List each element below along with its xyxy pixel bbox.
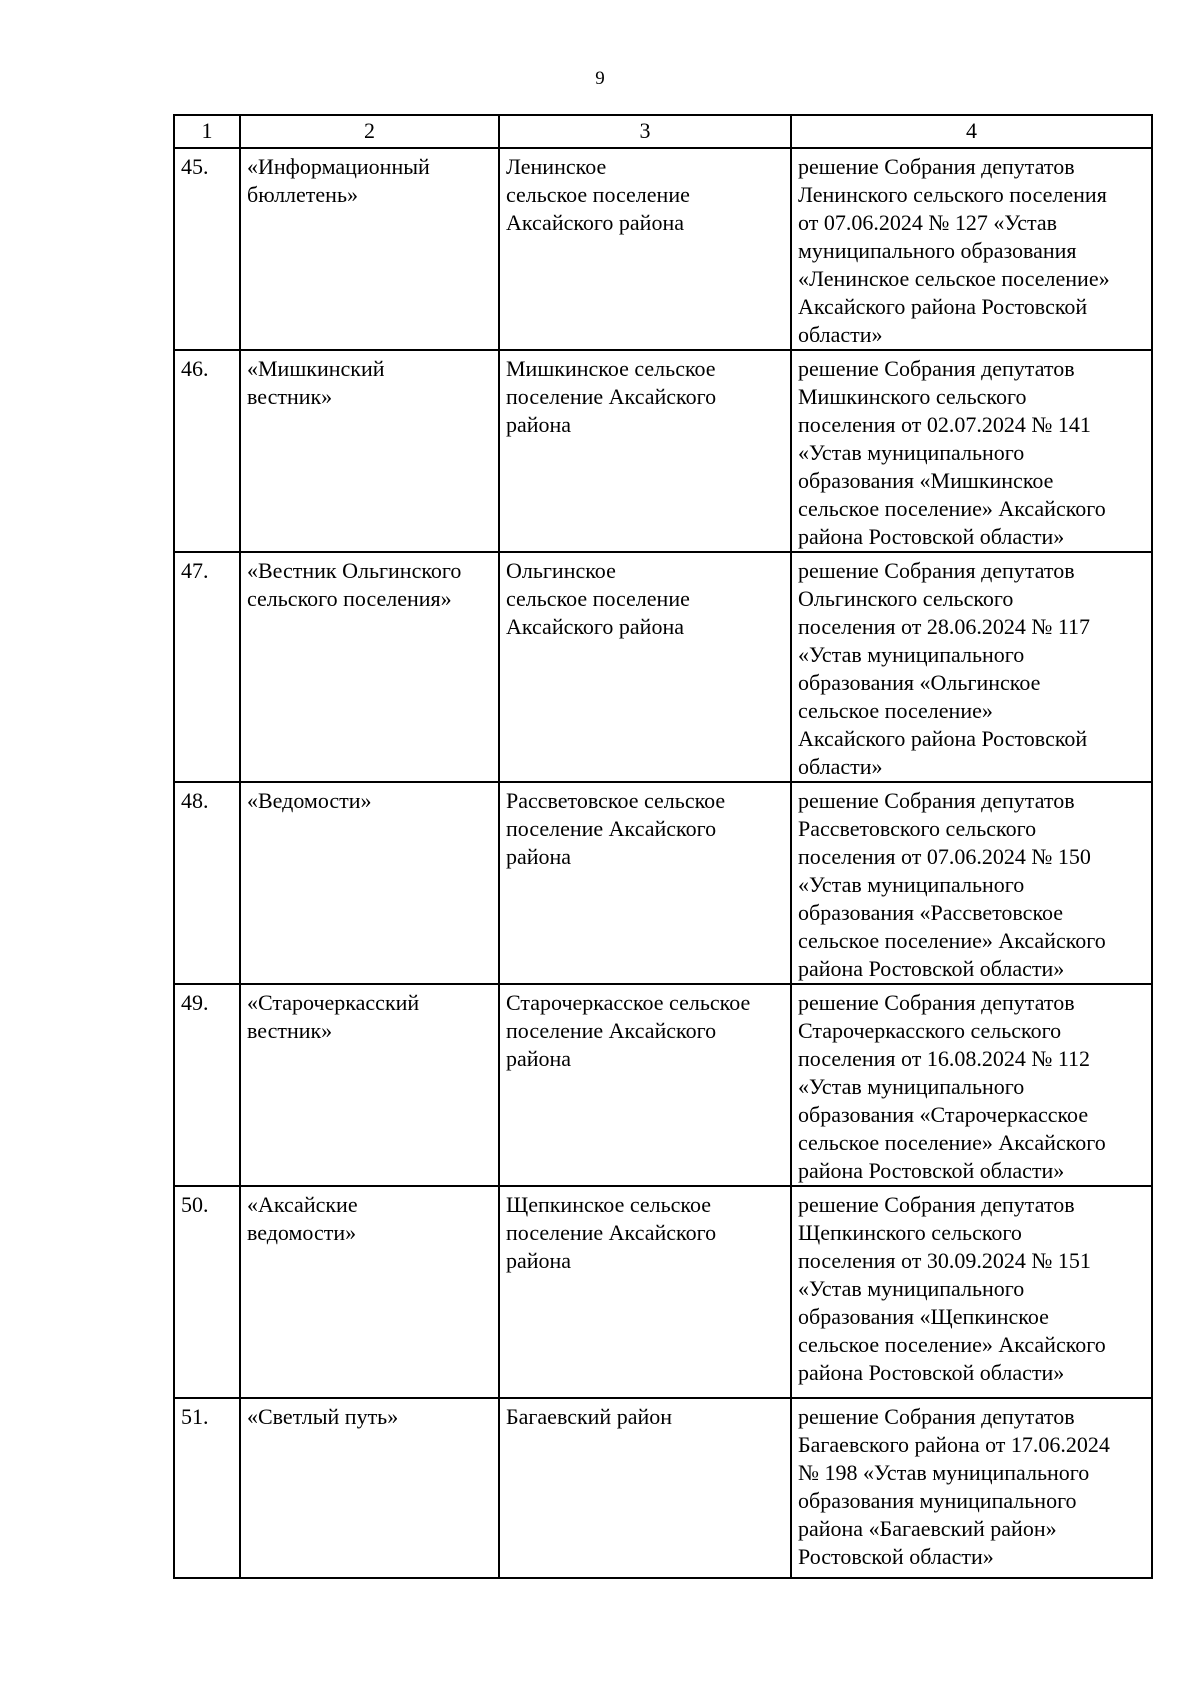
- table-row: [174, 350, 1152, 552]
- publication-name: «Вестник Ольгинского сельского поселения»: [240, 552, 499, 782]
- decision-text: решение Собрания депутатов Рассветовского сельского поселения от 07.06.2024 № 150 «Устав муниципального образования «Рассветовское сельское поселение» Аксайского района Ростовской области»: [791, 782, 1152, 984]
- decision-text: решение Собрания депутатов Щепкинского сельского поселения от 30.09.2024 № 151 «Устав муниципального образования «Щепкинское сельское поселение» Аксайского района Ростовской области»: [791, 1186, 1152, 1398]
- header-cell-1: 1: [174, 115, 240, 148]
- settlement-name: Багаевский район: [499, 1398, 791, 1578]
- decision-text: решение Собрания депутатов Ленинского сельского поселения от 07.06.2024 № 127 «Устав муниципального образования «Ленинское сельское поселение» Аксайского района Ростовской области»: [791, 148, 1152, 350]
- header-cell-3: 3: [499, 115, 791, 148]
- row-number: 45.: [174, 148, 240, 350]
- publication-name: «Мишкинский вестник»: [240, 350, 499, 552]
- registry-table: [173, 114, 1153, 1579]
- row-number: 47.: [174, 552, 240, 782]
- row-number: 50.: [174, 1186, 240, 1398]
- publication-name: «Аксайские ведомости»: [240, 1186, 499, 1398]
- settlement-name: Ольгинское сельское поселение Аксайского района: [499, 552, 791, 782]
- decision-text: решение Собрания депутатов Багаевского района от 17.06.2024 № 198 «Устав муниципального образования муниципального района «Багаевский район» Ростовской области»: [791, 1398, 1152, 1578]
- settlement-name: Рассветовское сельское поселение Аксайского района: [499, 782, 791, 984]
- row-number: 51.: [174, 1398, 240, 1578]
- table-row: [174, 552, 1152, 782]
- table-header-row: [174, 115, 1152, 148]
- table-row: [174, 148, 1152, 350]
- settlement-name: Мишкинское сельское поселение Аксайского района: [499, 350, 791, 552]
- row-number: 46.: [174, 350, 240, 552]
- table-row: [174, 782, 1152, 984]
- table-row: [174, 1186, 1152, 1398]
- header-cell-2: 2: [240, 115, 499, 148]
- settlement-name: Старочеркасское сельское поселение Аксайского района: [499, 984, 791, 1186]
- settlement-name: Щепкинское сельское поселение Аксайского района: [499, 1186, 791, 1398]
- publication-name: «Старочеркасский вестник»: [240, 984, 499, 1186]
- publication-name: «Информационный бюллетень»: [240, 148, 499, 350]
- settlement-name: Ленинское сельское поселение Аксайского района: [499, 148, 791, 350]
- page-number: 9: [595, 68, 605, 89]
- publication-name: «Ведомости»: [240, 782, 499, 984]
- table-row: [174, 1398, 1152, 1578]
- row-number: 49.: [174, 984, 240, 1186]
- publication-name: «Светлый путь»: [240, 1398, 499, 1578]
- header-cell-4: 4: [791, 115, 1152, 148]
- decision-text: решение Собрания депутатов Мишкинского сельского поселения от 02.07.2024 № 141 «Устав муниципального образования «Мишкинское сельское поселение» Аксайского района Ростовской области»: [791, 350, 1152, 552]
- decision-text: решение Собрания депутатов Старочеркасского сельского поселения от 16.08.2024 № 112 «Устав муниципального образования «Старочеркасское сельское поселение» Аксайского района Ростовской области»: [791, 984, 1152, 1186]
- decision-text: решение Собрания депутатов Ольгинского сельского поселения от 28.06.2024 № 117 «Устав муниципального образования «Ольгинское сельское поселение» Аксайского района Ростовской области»: [791, 552, 1152, 782]
- row-number: 48.: [174, 782, 240, 984]
- table-row: [174, 984, 1152, 1186]
